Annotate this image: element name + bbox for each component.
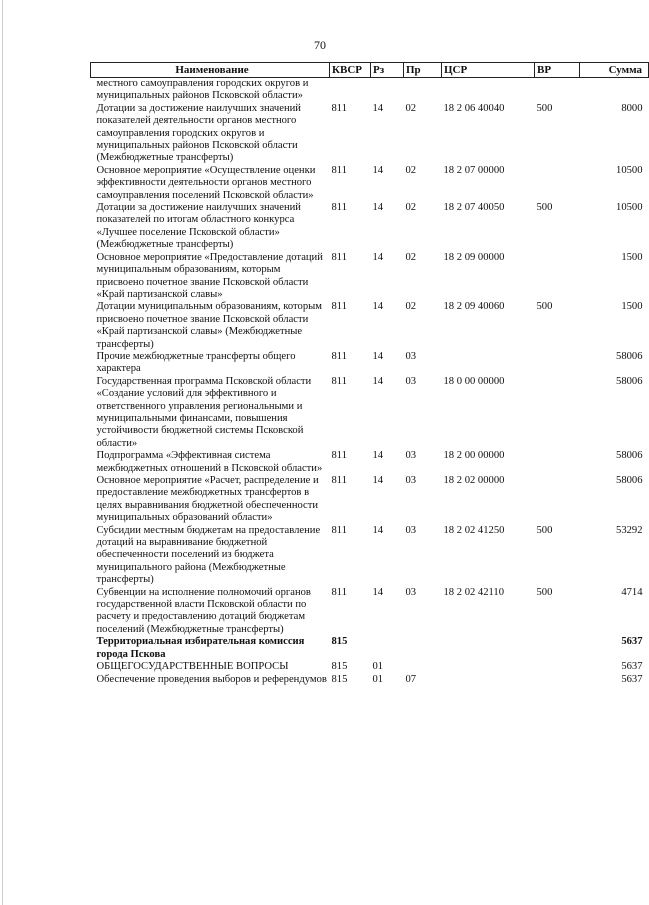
cell-vr (535, 636, 580, 661)
cell-csr (442, 674, 535, 686)
cell-pr: 02 (405, 202, 417, 214)
cell-rz (371, 636, 404, 661)
cell-sum: 5637 (621, 673, 643, 685)
cell-vr (535, 165, 580, 202)
cell-csr (442, 661, 535, 673)
cell-csr: 18 2 07 40050 (443, 202, 505, 214)
cell-kvsr: 815 (331, 673, 348, 685)
cell-vr: 500 (536, 586, 553, 598)
cell-pr: 03 (405, 450, 417, 462)
cell-kvsr: 811 (331, 475, 347, 486)
cell-csr: 18 2 09 40060 (443, 301, 505, 313)
cell-csr: 18 2 06 40040 (443, 102, 505, 114)
cell-name: Дотации за достижение наилучших значений показателей по итогам областного конкурса «Лучшее поселение Псковской области» (Межбюджетные трансферты) (96, 202, 301, 251)
cell-csr: 18 2 02 00000 (443, 475, 505, 486)
cell-csr: 18 2 00 00000 (443, 450, 505, 462)
cell-pr: 03 (405, 375, 417, 387)
table-row (91, 78, 649, 103)
cell-sum: 8000 (621, 102, 643, 114)
cell-name: Основное мероприятие «Расчет, распределение и предоставление межбюджетных трансфертов в целях выравнивания бюджетной обеспеченности муниципальных образований области» (96, 475, 319, 524)
cell-rz: 14 (372, 475, 384, 486)
cell-vr (535, 351, 580, 376)
cell-pr: 03 (405, 475, 417, 486)
cell-kvsr: 811 (331, 164, 347, 176)
cell-pr: 03 (405, 350, 417, 362)
cell-sum: 10500 (616, 202, 643, 214)
cell-sum (580, 78, 649, 103)
page-edge-line (2, 0, 3, 905)
cell-kvsr: 811 (331, 375, 347, 387)
table-body (91, 78, 649, 686)
header-sum: Сумма (580, 63, 649, 78)
table-row (91, 376, 649, 450)
header-csr: ЦСР (442, 63, 535, 78)
table-row (91, 525, 649, 587)
table-row (91, 450, 649, 475)
cell-vr: 500 (536, 301, 553, 313)
cell-sum: 1500 (621, 301, 643, 313)
cell-vr (535, 661, 580, 673)
cell-kvsr: 815 (331, 661, 348, 673)
cell-pr: 03 (405, 524, 417, 536)
cell-rz: 14 (372, 164, 384, 176)
cell-name: Основное мероприятие «Предоставление дотаций муниципальным образованиям, которым присвоено почетное звание Псковской области «Край партизанской славы» (96, 251, 323, 300)
cell-vr (535, 475, 580, 525)
cell-name: Дотации муниципальным образованиям, которым присвоено почетное звание Псковской области «Край партизанской славы» (Межбюджетные трансферты) (96, 301, 322, 350)
cell-kvsr: 815 (331, 636, 348, 648)
table-row (91, 103, 649, 165)
cell-pr: 02 (405, 102, 417, 114)
cell-kvsr: 811 (331, 350, 347, 362)
cell-name: местного самоуправления городских округов и муниципальных районов Псковской области» (96, 78, 309, 102)
cell-kvsr: 811 (331, 102, 347, 114)
table-row (91, 202, 649, 252)
header-vr: ВР (535, 63, 580, 78)
cell-name: Подпрограмма «Эффективная система межбюджетных отношений в Псковской области» (96, 450, 323, 474)
cell-rz: 01 (372, 673, 384, 685)
header-kvsr: КВСР (330, 63, 371, 78)
cell-vr: 500 (536, 524, 553, 536)
table-row (91, 252, 649, 302)
cell-kvsr: 811 (331, 450, 347, 462)
cell-kvsr (330, 78, 371, 103)
table-row (91, 351, 649, 376)
cell-name: Территориальная избирательная комиссия города Пскова (96, 636, 305, 660)
cell-pr: 07 (405, 673, 417, 685)
cell-vr: 500 (536, 202, 553, 214)
table-row (91, 674, 649, 686)
cell-rz: 14 (372, 350, 384, 362)
cell-kvsr: 811 (331, 586, 347, 598)
table-row (91, 661, 649, 673)
header-rz: Рз (371, 63, 404, 78)
table-row (91, 165, 649, 202)
cell-rz (371, 78, 404, 103)
cell-sum: 58006 (616, 375, 643, 387)
cell-kvsr: 811 (331, 301, 347, 313)
cell-rz: 14 (372, 202, 384, 214)
cell-name: Субвенции на исполнение полномочий органов государственной власти Псковской области по расчету и предоставлению дотаций бюджетам поселений (Межбюджетные трансферты) (96, 586, 311, 635)
cell-rz: 01 (372, 661, 384, 673)
cell-csr (442, 636, 535, 661)
cell-kvsr: 811 (331, 251, 347, 263)
cell-sum: 53292 (616, 524, 643, 536)
cell-pr: 03 (405, 586, 417, 598)
cell-vr (535, 78, 580, 103)
cell-pr (404, 661, 442, 673)
cell-pr: 02 (405, 251, 417, 263)
cell-csr: 18 2 07 00000 (443, 164, 505, 176)
cell-csr: 18 2 02 42110 (443, 586, 505, 598)
cell-pr (404, 78, 442, 103)
cell-vr (535, 674, 580, 686)
cell-csr: 18 0 00 00000 (443, 375, 505, 387)
cell-name: ОБЩЕГОСУДАРСТВЕННЫЕ ВОПРОСЫ (96, 661, 289, 673)
cell-name: Государственная программа Псковской области «Создание условий для эффективного и ответственного управления региональными и муниципальными финансами, повышения устойчивости бюджетной системы Псковской области» (96, 375, 312, 449)
cell-pr: 02 (405, 301, 417, 313)
cell-vr (535, 376, 580, 450)
cell-sum: 1500 (621, 251, 643, 263)
cell-rz: 14 (372, 524, 384, 536)
cell-csr: 18 2 09 00000 (443, 251, 505, 263)
cell-sum: 58006 (616, 475, 643, 486)
cell-kvsr: 811 (331, 202, 347, 214)
cell-sum: 58006 (616, 450, 643, 462)
page-number: 70 (314, 38, 326, 52)
cell-name: Основное мероприятие «Осуществление оценки эффективности деятельности органов местного самоуправления поселений Псковской области» (96, 164, 316, 201)
table-row (91, 301, 649, 351)
cell-name: Прочие межбюджетные трансферты общего характера (96, 350, 296, 375)
cell-csr (442, 78, 535, 103)
cell-kvsr: 811 (331, 524, 347, 536)
cell-vr (535, 252, 580, 302)
cell-rz: 14 (372, 586, 384, 598)
cell-vr (535, 450, 580, 475)
cell-name: Дотации за достижение наилучших значений показателей деятельности органов местного самоуправления городских округов и муниципальных районов Псковской области (Межбюджетные трансферты) (96, 102, 301, 164)
cell-sum: 10500 (616, 164, 643, 176)
cell-rz: 14 (372, 251, 384, 263)
cell-rz: 14 (372, 301, 384, 313)
cell-sum: 58006 (616, 350, 643, 362)
cell-sum: 5637 (621, 661, 643, 673)
table-row (91, 475, 649, 525)
cell-vr: 500 (536, 102, 553, 114)
table-header-row (91, 63, 649, 78)
cell-rz: 14 (372, 450, 384, 462)
header-name: Наименование (91, 63, 330, 78)
cell-sum: 5637 (621, 636, 643, 648)
budget-table (90, 62, 649, 686)
cell-csr (442, 351, 535, 376)
cell-name: Субсидии местным бюджетам на предоставление дотаций на выравнивание бюджетной обеспеченности поселений из бюджета муниципального района (Межбюджетные трансферты) (96, 524, 321, 586)
cell-pr (404, 636, 442, 661)
cell-name: Обеспечение проведения выборов и референдумов (96, 673, 327, 685)
cell-pr: 02 (405, 164, 417, 176)
cell-rz: 14 (372, 375, 384, 387)
table-row (91, 636, 649, 661)
header-pr: Пр (404, 63, 442, 78)
cell-rz: 14 (372, 102, 384, 114)
cell-sum: 4714 (621, 586, 643, 598)
table-row (91, 587, 649, 637)
cell-csr: 18 2 02 41250 (443, 524, 505, 536)
